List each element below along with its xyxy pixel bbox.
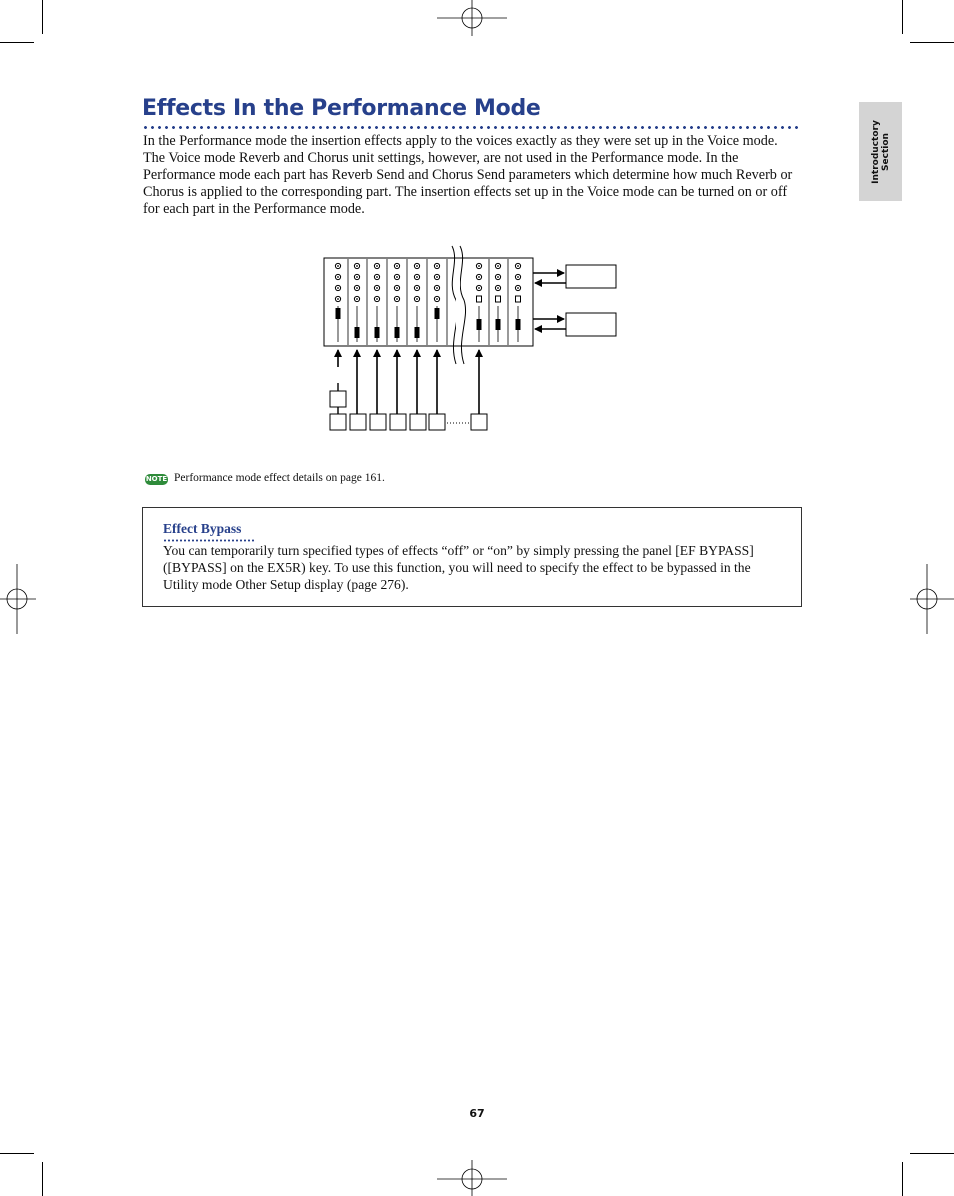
knob-center (497, 265, 499, 267)
effect-bypass-title: Effect Bypass (163, 521, 242, 536)
knob-center (497, 276, 499, 278)
knob-center (478, 276, 480, 278)
knob-center (356, 265, 358, 267)
section-tab-line2: Section (880, 132, 891, 171)
part-box (370, 414, 386, 430)
knob-center (478, 265, 480, 267)
knob-center (376, 276, 378, 278)
knob-center (517, 276, 519, 278)
registration-mark-left (0, 564, 36, 634)
knob-center (337, 298, 339, 300)
knob-center (376, 265, 378, 267)
section-tab-line1: Introductory (870, 119, 881, 184)
knob-center (396, 287, 398, 289)
knob-center (497, 287, 499, 289)
part-box (350, 414, 366, 430)
knob-center (436, 276, 438, 278)
fader-knob (496, 319, 501, 330)
knob-center (376, 287, 378, 289)
intro-paragraph: In the Performance mode the insertion effects apply to the voices exactly as they were set up in the Voice mode. The Voice mode Reverb and Chorus unit settings, however, are not used in the Performance mode. In the Performance mode each part has Reverb Send and Chorus Send parameters which determine how much Reverb or Chorus is applied to the corresponding part. The insertion effects set up in the Voice mode can be turned on or off for each part in the Performance mode. (143, 133, 793, 217)
fader-knob (355, 327, 360, 338)
break-gap (456, 259, 460, 345)
fader-knob (375, 327, 380, 338)
knob-center (396, 298, 398, 300)
part-box (390, 414, 406, 430)
note-text: Performance mode effect details on page 161. (174, 472, 385, 484)
knob-center (478, 287, 480, 289)
mute-switch (496, 296, 501, 302)
knob-center (436, 265, 438, 267)
fader-knob (336, 308, 341, 319)
knob-center (436, 298, 438, 300)
fader-knob (516, 319, 521, 330)
part-box (330, 414, 346, 430)
knob-center (517, 287, 519, 289)
fader-knob (415, 327, 420, 338)
knob-center (337, 276, 339, 278)
page-number: 67 (469, 1107, 485, 1120)
crop-mark (42, 1162, 43, 1196)
crop-mark (902, 1162, 903, 1196)
knob-center (356, 298, 358, 300)
fader-knob (395, 327, 400, 338)
note-badge: NOTE (145, 475, 168, 483)
registration-mark-right (910, 564, 954, 634)
knob-center (356, 287, 358, 289)
page-title: Effects In the Performance Mode (142, 96, 541, 121)
knob-center (337, 287, 339, 289)
part-box (471, 414, 487, 430)
knob-center (356, 276, 358, 278)
effect-bypass-body: You can temporarily turn specified types of effects “off” or “on” by simply pressing the panel [EF BYPASS] ([BYPASS] on the EX5R) key. To use this function, you will need to specify the effect to be bypassed in the Utility mode Other Setup display (page 276). (163, 543, 754, 592)
crop-mark (0, 1153, 34, 1154)
part-box (410, 414, 426, 430)
crop-mark (910, 1153, 954, 1154)
mute-switch (477, 296, 482, 302)
effects-routing-diagram (0, 0, 954, 470)
knob-center (376, 298, 378, 300)
knob-center (416, 287, 418, 289)
knob-center (396, 265, 398, 267)
knob-center (517, 265, 519, 267)
knob-center (416, 265, 418, 267)
knob-center (436, 287, 438, 289)
part-box (429, 414, 445, 430)
fader-knob (435, 308, 440, 319)
knob-center (416, 298, 418, 300)
mixer-frame (324, 246, 616, 423)
knob-center (416, 276, 418, 278)
insertion-effect-box (330, 391, 346, 407)
knob-center (337, 265, 339, 267)
mute-switch (516, 296, 521, 302)
reverb-unit-box (566, 265, 616, 288)
registration-mark-bottom (437, 1160, 507, 1196)
knob-center (396, 276, 398, 278)
effect-bypass-box (142, 507, 802, 607)
fader-knob (477, 319, 482, 330)
chorus-unit-box (566, 313, 616, 336)
